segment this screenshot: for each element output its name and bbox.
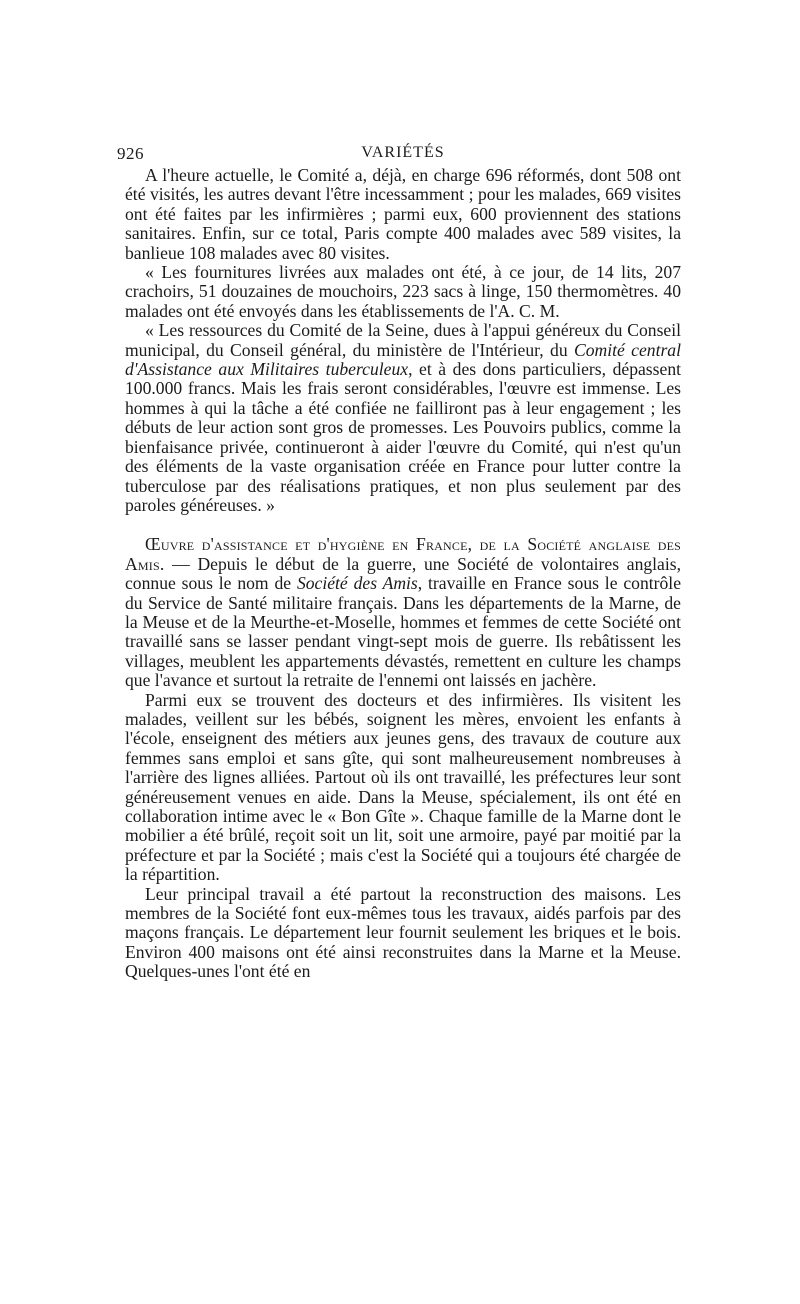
- paragraph-reconstruction: Leur principal travail a été partout la reconstruction des maisons. Les membres de la Société font eux-mêmes tous les travaux, aidés parfois par des maçons français. Le département leur fournit seulement les briques et le bois. Environ 400 maisons ont été ainsi reconstruites dans la Marne et la Meuse. Quelques-unes l'ont été en: [125, 883, 681, 982]
- paragraph-ressources-text-b: , et à des dons particuliers, dépassent 100.000 francs. Mais les frais seront considérables, l'œuvre est immense. Les hommes à qui la tâche a été confiée ne failliront pas à leur engagement ; les débuts de leur action sont gros de promesses. Les Pouvoirs publics, comme la bienfaisance privée, continueront à aider l'œuvre du Comité, qui n'est qu'un des éléments de la vaste organisation créée en France pour lutter contre la tuberculose par des réalisations pratiques, et non plus seulement par des paroles généreuses. »: [125, 359, 681, 515]
- paragraph-ressources-text-a: « Les ressources du Comité de la Seine, dues à l'appui généreux du Conseil municipal, du Conseil général, du ministère de l'Intérieur, du: [125, 320, 681, 360]
- paragraph-fournitures: « Les fournitures livrées aux malades ont été, à ce jour, de 14 lits, 207 crachoirs, 51 douzaines de mouchoirs, 223 sacs à linge, 150 thermomètres. 40 malades ont été envoyés dans les établissements de l'A. C. M.: [125, 262, 681, 321]
- section-first-paragraph: [125, 535, 681, 690]
- section-text-a: — Depuis le début de la guerre, une Société de volontaires anglais, connue sous le nom de: [125, 553, 681, 594]
- section-gap: [125, 515, 681, 535]
- section-text-b: , travaille en France sous le contrôle du Service de Santé militaire français. Dans les départements de la Marne, de la Meuse et de la Meurthe-et-Moselle, hommes et femmes de cette Société ont travaillé sans se lasser pendant vingt-sept mois de guerre. Ils rebâtissent les villages, meublent les appartements dévastés, remettent en culture les champs que l'avance et surtout la retraite de l'ennemi ont laissés en jachère.: [125, 573, 682, 691]
- paragraph-ressources: [125, 321, 681, 515]
- societe-name: Société des Amis: [296, 573, 418, 594]
- paragraph-comite-status: A l'heure actuelle, le Comité a, déjà, en charge 696 réformés, dont 508 ont été visités, les autres devant l'être incessamment ; pour les malades, 669 visites ont été faites par les infirmières ; parmi eux, 600 proviennent des stations sanitaires. Enfin, sur ce total, Paris compte 400 malades avec 589 visites, la banlieue 108 malades avec 80 visites.: [125, 165, 681, 263]
- running-head: [117, 138, 681, 166]
- comite-central-name: Comité central d'Assistance aux Militaires tuberculeux: [125, 339, 681, 380]
- page-number: 926: [117, 144, 144, 163]
- paragraph-docteurs: Parmi eux se trouvent des docteurs et des infirmières. Ils visitent les malades, veillent sur les bébés, soignent les mères, envoient les enfants à l'école, enseignent des métiers aux jeunes gens, des travaux de couture aux femmes sans emploi et sans gîte, qui sont malheureusement nombreuses à l'arrière des lignes alliées. Partout où ils ont travaillé, les préfectures leur sont généreusement venues en aide. Dans la Meuse, spécialement, ils ont été en collaboration intime avec le « Bon Gîte ». Chaque famille de la Marne dont le mobilier a été brûlé, reçoit soit un lit, soit une armoire, payé par moitié par la préfecture et par la Société ; mais c'est la Société qui a toujours été chargée de la répartition.: [125, 689, 681, 885]
- book-page: [117, 138, 682, 982]
- body-text: [125, 166, 681, 982]
- running-title: VARIÉTÉS: [361, 144, 445, 161]
- section-heading: Œuvre d'assistance et d'hygiène en France, de la Société anglaise des Amis.: [125, 534, 681, 574]
